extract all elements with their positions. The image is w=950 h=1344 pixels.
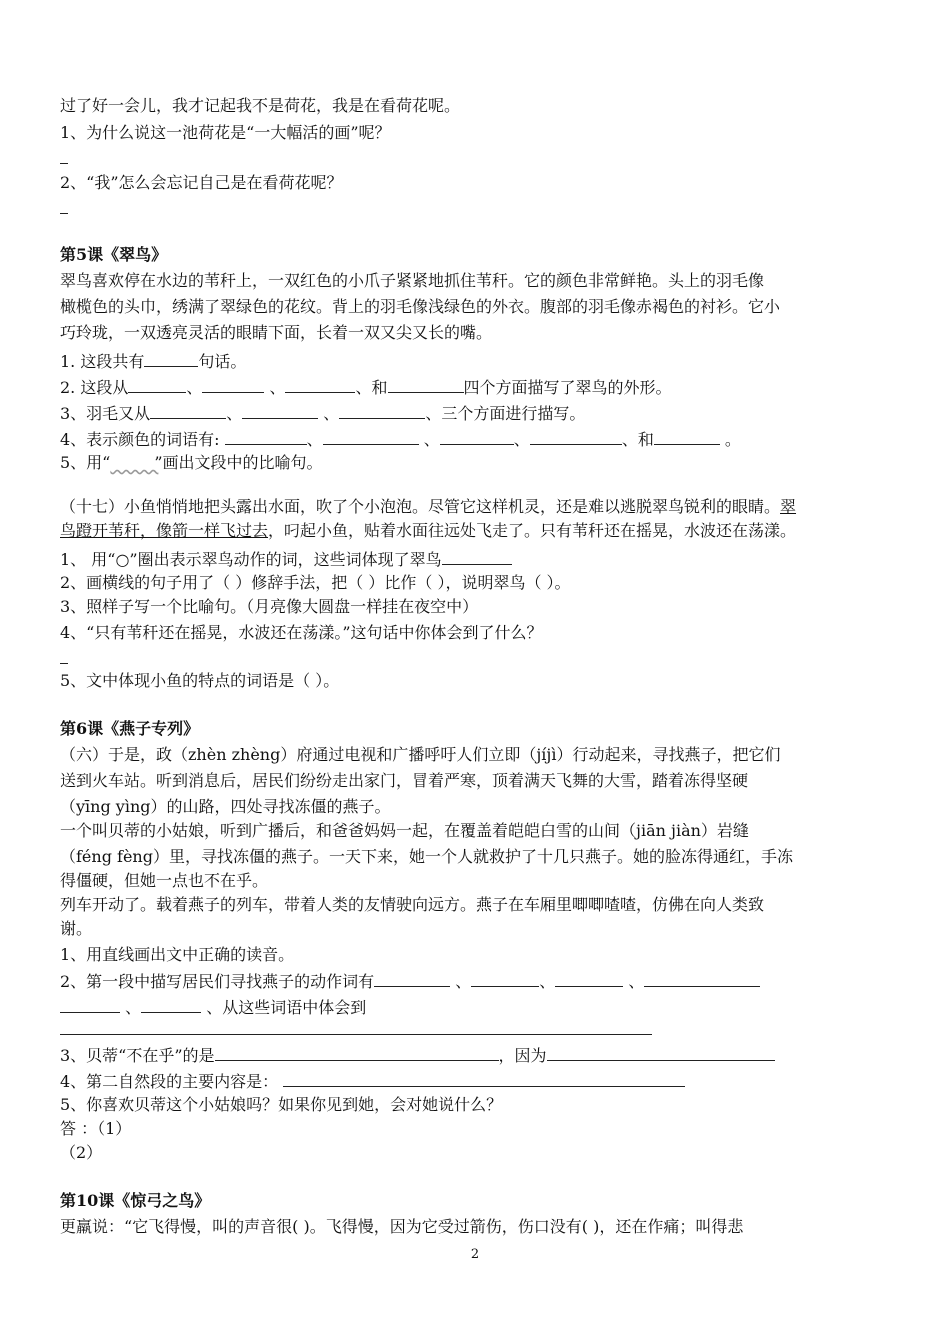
lesson5-question-2: 2. 这段从 、 、 、和 四个方面描写了翠鸟的外形。 — [60, 374, 672, 399]
answer-blank — [339, 400, 425, 419]
lesson-5-title: 第5课《翠鸟》 — [60, 245, 168, 264]
paragraph-line: 翠鸟喜欢停在水边的苇秆上，一双红色的小爪子紧紧地抓住苇秆。它的颜色非常鲜艳。头上的羽毛像 — [60, 271, 765, 290]
answer-blank — [150, 400, 226, 419]
passage-17-question-2: 2、画横线的句子用了（ ）修辞手法，把（ ）比作（ ），说明翠鸟（ ）。 — [60, 573, 571, 592]
paragraph-line: （六）于是，政（zhèn zhèng）府通过电视和广播呼吁人们立即（jíjì）行动起来，寻找燕子，把它们 — [60, 745, 781, 764]
passage-17-question-1: 1、 用“○”圈出表示翠鸟动作的词，这些词体现了翠鸟 — [60, 546, 512, 571]
answer-blank — [225, 426, 307, 445]
answer-blank — [530, 426, 622, 445]
paragraph-line: 谢。 — [60, 919, 93, 938]
wavy-line-mark — [110, 452, 154, 474]
page-number: 2 — [470, 1247, 480, 1262]
answer-blank — [285, 374, 355, 393]
answer-blank — [471, 968, 539, 987]
answer-2: （2） — [60, 1143, 103, 1162]
question-1: 1、为什么说这一池荷花是“一大幅活的画”呢？ — [60, 123, 391, 142]
answer-blank — [144, 348, 198, 367]
answer-blank — [242, 400, 318, 419]
lesson5-question-3: 3、羽毛又从 、 、 、三个方面进行描写。 — [60, 400, 585, 425]
answer-blank — [323, 426, 419, 445]
answer-blank — [60, 994, 120, 1013]
lesson5-question-4: 4、表示颜色的词语有: 、 、 、 、和 。 — [60, 426, 741, 451]
answer-line — [60, 1034, 652, 1035]
answer-blank — [60, 163, 68, 164]
text-line: 过了好一会儿，我才记起我不是荷花，我是在看荷花呢。 — [60, 96, 461, 115]
lesson5-question-1: 1. 这段共有 句话。 — [60, 348, 246, 373]
lesson-6-title: 第6课《燕子专列》 — [60, 719, 200, 738]
passage-17-line: 鸟蹬开苇秆，像箭一样飞过去，叼起小鱼，贴着水面往远处飞走了。只有苇秆还在摇晃，水波还在荡漾。 — [60, 521, 797, 540]
paragraph-line: 更羸说：“它飞得慢，叫的声音很( )。飞得慢，因为它受过箭伤，伤口没有( )，还在作痛；叫得悲 — [60, 1217, 744, 1236]
paragraph-line: 送到火车站。听到消息后，居民们纷纷走出家门，冒着严寒，顶着满天飞舞的大雪，踏着冻得坚硬 — [60, 771, 749, 790]
answer-blank — [644, 968, 760, 987]
answer-blank — [60, 213, 68, 214]
lesson6-question-2-cont: 、 、从这些词语中体会到 — [60, 994, 366, 1019]
lesson5-question-5: 5、用“ ”画出文段中的比喻句。 — [60, 453, 323, 472]
lesson6-question-3: 3、贝蒂“不在乎”的是 ，因为 — [60, 1042, 775, 1067]
lesson6-question-2: 2、第一段中描写居民们寻找燕子的动作词有 、 、 、 — [60, 968, 760, 993]
answer-blank — [374, 968, 450, 987]
paragraph-line: 巧玲珑，一双透亮灵活的眼睛下面，长着一双又尖又长的嘴。 — [60, 323, 493, 342]
question-2: 2、“我”怎么会忘记自己是在看荷花呢？ — [60, 173, 343, 192]
answer-blank — [654, 426, 720, 445]
answer-blank — [60, 663, 68, 664]
answer-blank — [440, 426, 514, 445]
answer-blank — [547, 1042, 775, 1061]
answer-blank — [388, 374, 464, 393]
lesson6-question-4: 4、第二自然段的主要内容是： — [60, 1068, 685, 1093]
paragraph-line: （féng fèng）里，寻找冻僵的燕子。一天下来，她一个人就救护了十几只燕子。她的脸冻得通红，手冻 — [60, 847, 793, 866]
lesson-10-title: 第10课《惊弓之鸟》 — [60, 1191, 211, 1210]
lesson6-question-1: 1、用直线画出文中正确的读音。 — [60, 945, 295, 964]
answer-1: 答 ：（1） — [60, 1119, 132, 1138]
answer-blank — [555, 968, 623, 987]
paragraph-line: 一个叫贝蒂的小姑娘，听到广播后，和爸爸妈妈一起，在覆盖着皑皑白雪的山间（jiān jiàn）岩缝 — [60, 821, 749, 840]
answer-blank — [442, 546, 512, 565]
answer-blank — [128, 374, 186, 393]
answer-blank — [141, 994, 201, 1013]
paragraph-line: 橄榄色的头巾，绣满了翠绿色的花纹。背上的羽毛像浅绿色的外衣。腹部的羽毛像赤褐色的衬衫。它小 — [60, 297, 781, 316]
paragraph-line: 列车开动了。载着燕子的列车，带着人类的友情驶向远方。燕子在车厢里唧唧喳喳，仿佛在向人类致 — [60, 895, 765, 914]
answer-blank — [215, 1042, 499, 1061]
paragraph-line: （yīng yìng）的山路，四处寻找冻僵的燕子。 — [60, 797, 391, 816]
paragraph-line: 得僵硬，但她一点也不在乎。 — [60, 871, 269, 890]
answer-blank — [202, 374, 264, 393]
answer-blank — [283, 1068, 685, 1087]
passage-17-question-3: 3、照样子写一个比喻句。（月亮像大圆盘一样挂在夜空中） — [60, 597, 479, 616]
lesson6-question-5: 5、你喜欢贝蒂这个小姑娘吗？如果你见到她，会对她说什么？ — [60, 1095, 503, 1114]
underlined-sentence: 鸟蹬开苇秆，像箭一样飞过去 — [60, 521, 269, 540]
passage-17-line: （十七）小鱼悄悄地把头露出水面，吹了个小泡泡。尽管它这样机灵，还是难以逃脱翠鸟锐利的眼睛。翠 — [60, 497, 797, 516]
passage-17-question-4: 4、“只有苇秆还在摇晃，水波还在荡漾。”这句话中你体会到了什么？ — [60, 623, 543, 642]
passage-17-question-5: 5、文中体现小鱼的特点的词语是（ ）。 — [60, 671, 340, 690]
